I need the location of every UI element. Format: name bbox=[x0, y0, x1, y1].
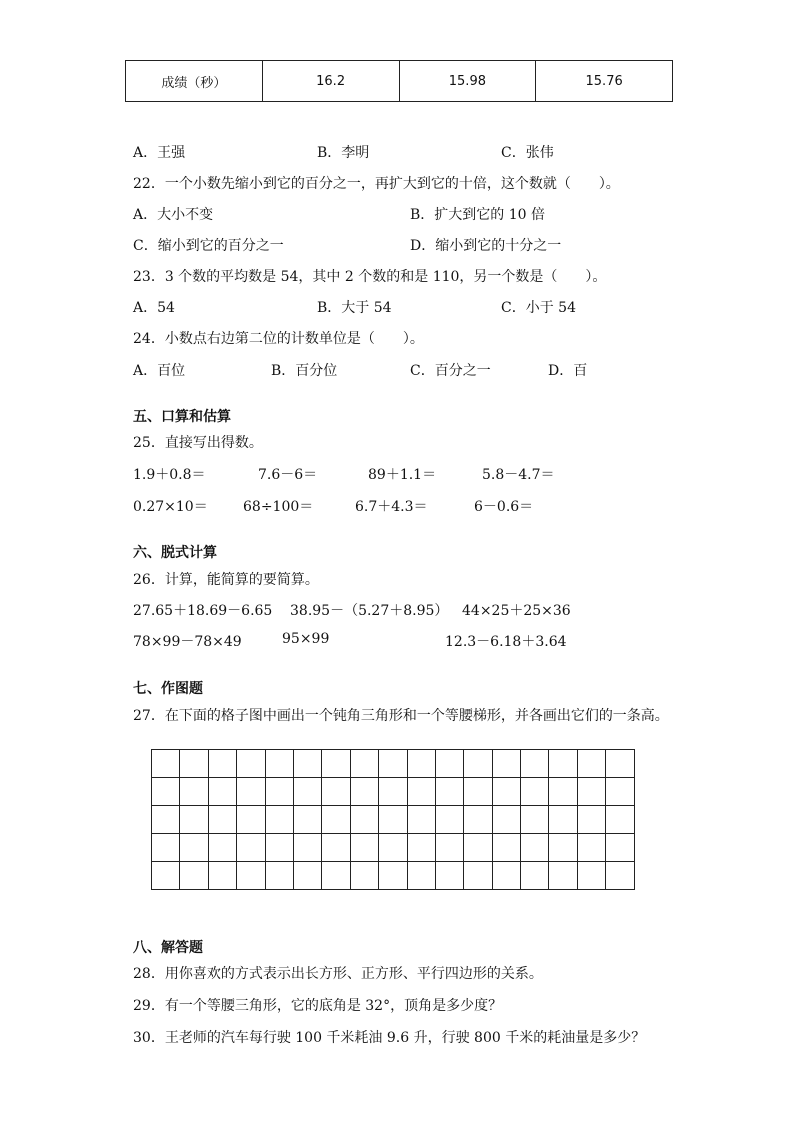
grid-cell bbox=[606, 806, 634, 834]
grid-cell bbox=[266, 834, 294, 862]
grid-cell bbox=[408, 778, 436, 806]
grid-cell bbox=[436, 862, 464, 890]
grid-cell bbox=[294, 862, 322, 890]
grid-cell bbox=[549, 834, 577, 862]
grid-cell bbox=[521, 750, 549, 778]
q22-option-a: A．大小不变 bbox=[133, 207, 214, 223]
grid-cell bbox=[549, 806, 577, 834]
q24-text: 24．小数点右边第二位的计数单位是（ ）。 bbox=[133, 331, 424, 347]
grid-cell bbox=[408, 750, 436, 778]
grid-cell bbox=[209, 750, 237, 778]
grid-cell bbox=[493, 806, 521, 834]
grid-cell bbox=[549, 778, 577, 806]
grid-cell bbox=[436, 778, 464, 806]
grid-cell bbox=[521, 834, 549, 862]
q22-text: 22．一个小数先缩小到它的百分之一，再扩大到它的十倍，这个数就（ ）。 bbox=[133, 176, 620, 192]
grid-cell bbox=[237, 750, 265, 778]
grid-cell bbox=[578, 834, 606, 862]
grid-cell bbox=[322, 834, 350, 862]
mental-calc-item: 6－0.6＝ bbox=[474, 499, 534, 515]
q23-option-a: A．54 bbox=[133, 300, 175, 316]
calc-item: 44×25＋25×36 bbox=[462, 603, 571, 619]
grid-cell bbox=[152, 806, 180, 834]
grid-cell bbox=[237, 834, 265, 862]
q25-text: 25．直接写出得数。 bbox=[133, 435, 263, 451]
table-cell: 15.98 bbox=[399, 61, 536, 102]
grid-cell bbox=[379, 806, 407, 834]
grid-cell bbox=[322, 806, 350, 834]
grid-cell bbox=[351, 750, 379, 778]
q21-option-b: B．李明 bbox=[317, 145, 370, 161]
q24-option-d: D．百 bbox=[548, 363, 588, 379]
grid-cell bbox=[209, 778, 237, 806]
grid-cell bbox=[521, 806, 549, 834]
grid-cell bbox=[549, 750, 577, 778]
calc-item: 95×99 bbox=[282, 631, 330, 647]
grid-cell bbox=[464, 778, 492, 806]
q29-text: 29．有一个等腰三角形，它的底角是 32°，顶角是多少度？ bbox=[133, 998, 503, 1014]
grid-cell bbox=[493, 750, 521, 778]
grid-cell bbox=[493, 834, 521, 862]
mental-calc-item: 6.7＋4.3＝ bbox=[355, 499, 428, 515]
q30-text: 30．王老师的汽车每行驶 100 千米耗油 9.6 升，行驶 800 千米的耗油量是多少？ bbox=[133, 1030, 646, 1046]
grid-cell bbox=[266, 862, 294, 890]
grid-cell bbox=[294, 806, 322, 834]
grid-cell bbox=[322, 750, 350, 778]
table-row bbox=[126, 61, 673, 102]
grid-cell bbox=[266, 778, 294, 806]
grid-cell bbox=[464, 750, 492, 778]
q21-option-a: A．王强 bbox=[133, 145, 186, 161]
grid-cell bbox=[606, 750, 634, 778]
grid-cell bbox=[408, 806, 436, 834]
mental-calc-item: 7.6－6＝ bbox=[258, 467, 318, 483]
grid-cell bbox=[379, 834, 407, 862]
grid-cell bbox=[322, 862, 350, 890]
calc-item: 27.65＋18.69－6.65 bbox=[133, 603, 273, 619]
grid-cell bbox=[606, 778, 634, 806]
grid-cell bbox=[379, 750, 407, 778]
mental-calc-item: 68÷100＝ bbox=[243, 499, 314, 515]
grid-cell bbox=[152, 750, 180, 778]
grid-cell bbox=[209, 834, 237, 862]
grid-cell bbox=[549, 862, 577, 890]
grid-cell bbox=[493, 778, 521, 806]
grid-cell bbox=[436, 834, 464, 862]
table-cell: 16.2 bbox=[262, 61, 399, 102]
grid-cell bbox=[578, 806, 606, 834]
grid-cell bbox=[180, 834, 208, 862]
grid-cell bbox=[180, 750, 208, 778]
q22-option-d: D．缩小到它的十分之一 bbox=[410, 238, 562, 254]
grid-cell bbox=[322, 778, 350, 806]
grid-cell bbox=[379, 778, 407, 806]
grid-cell bbox=[464, 834, 492, 862]
q21-option-c: C．张伟 bbox=[501, 145, 554, 161]
mental-calc-item: 0.27×10＝ bbox=[133, 499, 208, 515]
grid-cell bbox=[351, 806, 379, 834]
grid-cell bbox=[237, 778, 265, 806]
grid-cell bbox=[266, 806, 294, 834]
grid-cell bbox=[237, 806, 265, 834]
grid-cell bbox=[408, 862, 436, 890]
grid-cell bbox=[408, 834, 436, 862]
section8-heading: 八、解答题 bbox=[133, 940, 203, 956]
drawing-grid bbox=[151, 749, 635, 890]
grid-cell bbox=[209, 862, 237, 890]
q24-option-c: C．百分之一 bbox=[410, 363, 491, 379]
grid-cell bbox=[266, 750, 294, 778]
grid-cell bbox=[578, 750, 606, 778]
mental-calc-item: 5.8－4.7＝ bbox=[482, 467, 555, 483]
grid-cell bbox=[606, 862, 634, 890]
grid-cell bbox=[436, 750, 464, 778]
grid-cell bbox=[521, 778, 549, 806]
grid-cell bbox=[180, 806, 208, 834]
calc-item: 12.3－6.18＋3.64 bbox=[445, 634, 567, 650]
score-table bbox=[125, 60, 673, 102]
q26-text: 26．计算，能简算的要简算。 bbox=[133, 572, 319, 588]
grid-cell bbox=[578, 862, 606, 890]
mental-calc-item: 89＋1.1＝ bbox=[368, 467, 437, 483]
q24-option-b: B．百分位 bbox=[271, 363, 338, 379]
grid-cell bbox=[606, 834, 634, 862]
table-cell-label: 成绩（秒） bbox=[126, 61, 263, 102]
grid-cell bbox=[436, 806, 464, 834]
grid-cell bbox=[294, 834, 322, 862]
grid-cell bbox=[464, 806, 492, 834]
grid-cell bbox=[152, 834, 180, 862]
calc-item: 78×99－78×49 bbox=[133, 634, 242, 650]
grid-cell bbox=[379, 862, 407, 890]
table-cell: 15.76 bbox=[536, 61, 673, 102]
q28-text: 28．用你喜欢的方式表示出长方形、正方形、平行四边形的关系。 bbox=[133, 966, 543, 982]
grid-cell bbox=[237, 862, 265, 890]
q27-text: 27．在下面的格子图中画出一个钝角三角形和一个等腰梯形，并各画出它们的一条高。 bbox=[133, 708, 669, 724]
grid-cell bbox=[152, 862, 180, 890]
grid-cell bbox=[209, 806, 237, 834]
grid-cell bbox=[294, 750, 322, 778]
calc-item: 38.95－（5.27＋8.95） bbox=[290, 603, 449, 619]
grid-cell bbox=[294, 778, 322, 806]
grid-cell bbox=[521, 862, 549, 890]
section7-heading: 七、作图题 bbox=[133, 681, 203, 697]
grid-cell bbox=[464, 862, 492, 890]
q23-option-c: C．小于 54 bbox=[501, 300, 576, 316]
section6-heading: 六、脱式计算 bbox=[133, 545, 217, 561]
q23-option-b: B．大于 54 bbox=[317, 300, 392, 316]
grid-cell bbox=[578, 778, 606, 806]
q22-option-c: C．缩小到它的百分之一 bbox=[133, 238, 284, 254]
mental-calc-item: 1.9＋0.8＝ bbox=[133, 467, 206, 483]
grid-cell bbox=[180, 862, 208, 890]
q22-option-b: B．扩大到它的 10 倍 bbox=[410, 207, 546, 223]
section5-heading: 五、口算和估算 bbox=[133, 409, 231, 425]
grid-cell bbox=[351, 862, 379, 890]
grid-cell bbox=[152, 778, 180, 806]
grid-cell bbox=[351, 778, 379, 806]
grid-cell bbox=[493, 862, 521, 890]
grid-cell bbox=[351, 834, 379, 862]
grid-cell bbox=[180, 778, 208, 806]
q23-text: 23．3 个数的平均数是 54，其中 2 个数的和是 110，另一个数是（ ）。 bbox=[133, 269, 607, 285]
q24-option-a: A．百位 bbox=[133, 363, 186, 379]
